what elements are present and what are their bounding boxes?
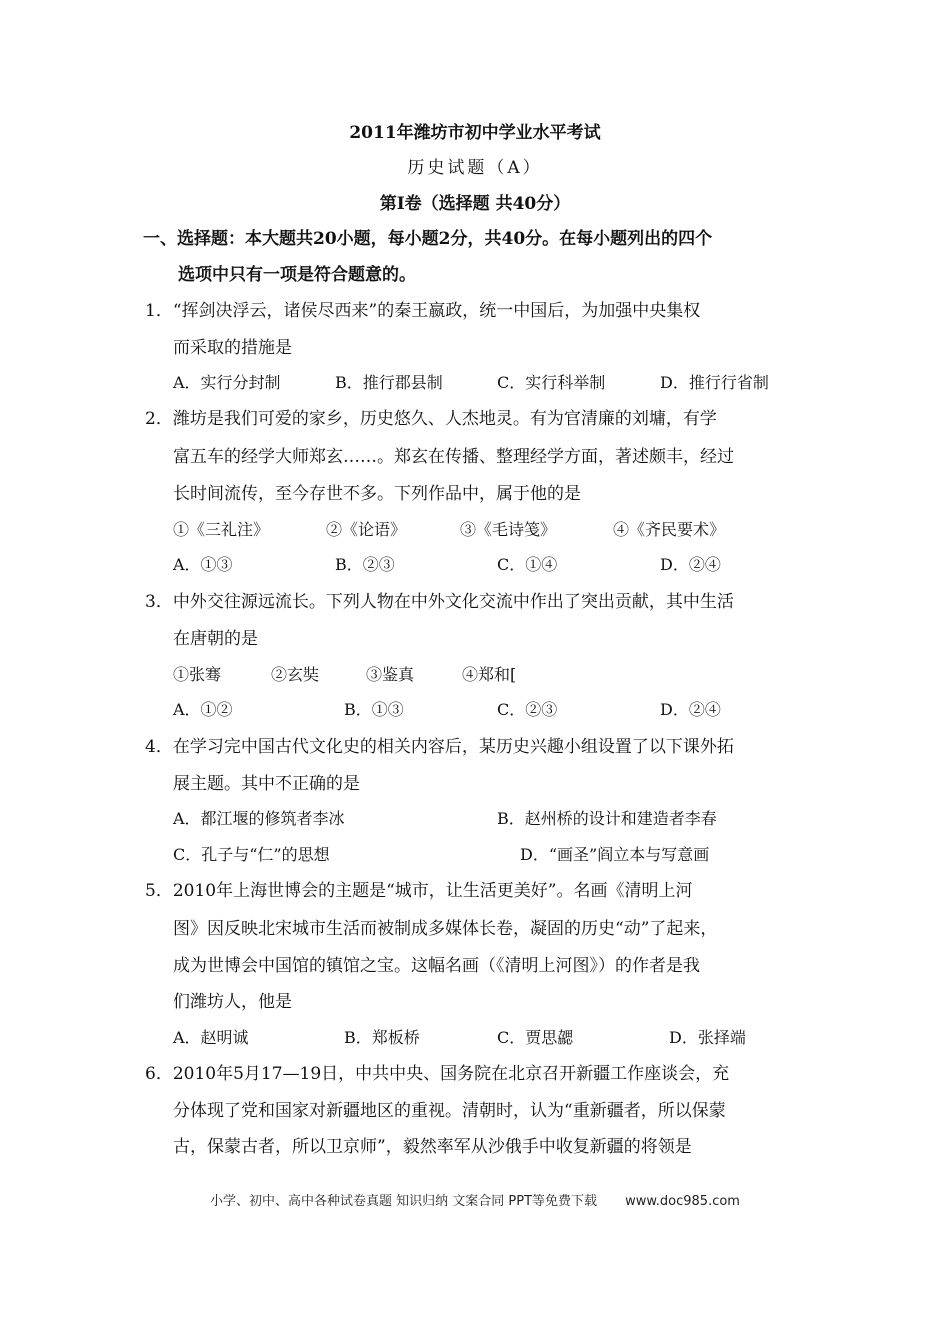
footer-text: 小学、初中、高中各种试卷真题 知识归纳 文案合同 PPT等免费下载 bbox=[210, 1194, 598, 1209]
question-5-line3: 成为世博会中国馆的镇馆之宝。这幅名画（《清明上河图》）的作者是我 bbox=[173, 956, 700, 976]
exam-subtitle: 历史试题（A） bbox=[407, 158, 543, 178]
q3-option-d: D．②④ bbox=[660, 700, 721, 719]
question-1-line2: 而采取的措施是 bbox=[173, 338, 292, 358]
question-6-line3: 古，保蒙古者，所以卫京师”，毅然率军从沙俄手中收复新疆的将领是 bbox=[173, 1137, 692, 1157]
q4-option-c: C．孔子与“仁”的思想 bbox=[173, 845, 330, 864]
q1-option-a: A．实行分封制 bbox=[173, 373, 281, 392]
q4-option-b: B．赵州桥的设计和建造者李春 bbox=[497, 809, 717, 828]
q2-option-a: A．①③ bbox=[173, 555, 233, 574]
q2-option-b: B．②③ bbox=[335, 555, 395, 574]
q2-option-c: C．①④ bbox=[497, 555, 558, 574]
q2-item-2: ②《论语》 bbox=[326, 520, 407, 539]
q2-item-1: ①《三礼注》 bbox=[173, 520, 270, 539]
q4-option-d: D．“画圣”阎立本与写意画 bbox=[520, 845, 710, 864]
q1-option-c: C．实行科举制 bbox=[497, 373, 606, 392]
q2-option-d: D．②④ bbox=[660, 555, 721, 574]
q3-item-3: ③鉴真 bbox=[366, 665, 415, 684]
volume-heading: 第Ⅰ卷（选择题 共40分） bbox=[379, 194, 571, 214]
question-6-line1: 6．2010年5月17—19日，中共中央、国务院在北京召开新疆工作座谈会，充 bbox=[145, 1064, 730, 1084]
q3-option-c: C．②③ bbox=[497, 700, 558, 719]
question-4-line1: 4．在学习完中国古代文化史的相关内容后，某历史兴趣小组设置了以下课外拓 bbox=[145, 737, 734, 757]
q5-option-b: B．郑板桥 bbox=[344, 1028, 420, 1047]
question-5-line2: 图》因反映北宋城市生活而被制成多媒体长卷，凝固的历史“动”了起来， bbox=[173, 919, 718, 939]
question-6-line2: 分体现了党和国家对新疆地区的重视。清朝时，认为“重新疆者，所以保蒙 bbox=[173, 1101, 726, 1121]
page-footer bbox=[0, 1190, 950, 1209]
q1-option-b: B．推行郡县制 bbox=[335, 373, 443, 392]
q3-item-1: ①张骞 bbox=[173, 665, 222, 684]
question-1-line1: 1．“挥剑决浮云，诸侯尽西来”的秦王嬴政，统一中国后，为加强中央集权 bbox=[145, 301, 701, 321]
q3-option-a: A．①② bbox=[173, 700, 233, 719]
q5-option-c: C．贾思勰 bbox=[497, 1028, 574, 1047]
exam-title: 2011年潍坊市初中学业水平考试 bbox=[349, 123, 601, 143]
section-instruction-line1: 一、选择题：本大题共20小题，每小题2分，共40分。在每小题列出的四个 bbox=[143, 229, 713, 249]
q2-item-3: ③《毛诗笺》 bbox=[460, 520, 557, 539]
q1-option-d: D．推行行省制 bbox=[660, 373, 769, 392]
question-3-line2: 在唐朝的是 bbox=[173, 629, 258, 649]
q3-option-b: B．①③ bbox=[344, 700, 404, 719]
footer-url[interactable]: www.doc985.com bbox=[625, 1194, 740, 1209]
question-4-line2: 展主题。其中不正确的是 bbox=[173, 774, 360, 794]
q4-option-a: A．都江堰的修筑者李冰 bbox=[173, 809, 345, 828]
question-5-line1: 5．2010年上海世博会的主题是“城市，让生活更美好”。名画《清明上河 bbox=[145, 881, 693, 901]
question-2-line1: 2．潍坊是我们可爱的家乡，历史悠久、人杰地灵。有为官清廉的刘墉，有学 bbox=[145, 409, 717, 429]
question-3-line1: 3．中外交往源远流长。下列人物在中外文化交流中作出了突出贡献，其中生活 bbox=[145, 592, 734, 612]
q5-option-d: D．张择端 bbox=[669, 1028, 746, 1047]
q2-item-4: ④《齐民要术》 bbox=[613, 520, 726, 539]
section-instruction-line2: 选项中只有一项是符合题意的。 bbox=[178, 265, 416, 285]
q3-item-4: ④郑和[ bbox=[462, 665, 517, 684]
q5-option-a: A．赵明诚 bbox=[173, 1028, 249, 1047]
q3-item-2: ②玄奘 bbox=[271, 665, 320, 684]
question-2-line2: 富五车的经学大师郑玄……。郑玄在传播、整理经学方面，著述颇丰，经过 bbox=[173, 447, 734, 467]
question-2-line3: 长时间流传，至今存世不多。下列作品中，属于他的是 bbox=[173, 484, 581, 504]
question-5-line4: 们潍坊人，他是 bbox=[173, 992, 292, 1012]
